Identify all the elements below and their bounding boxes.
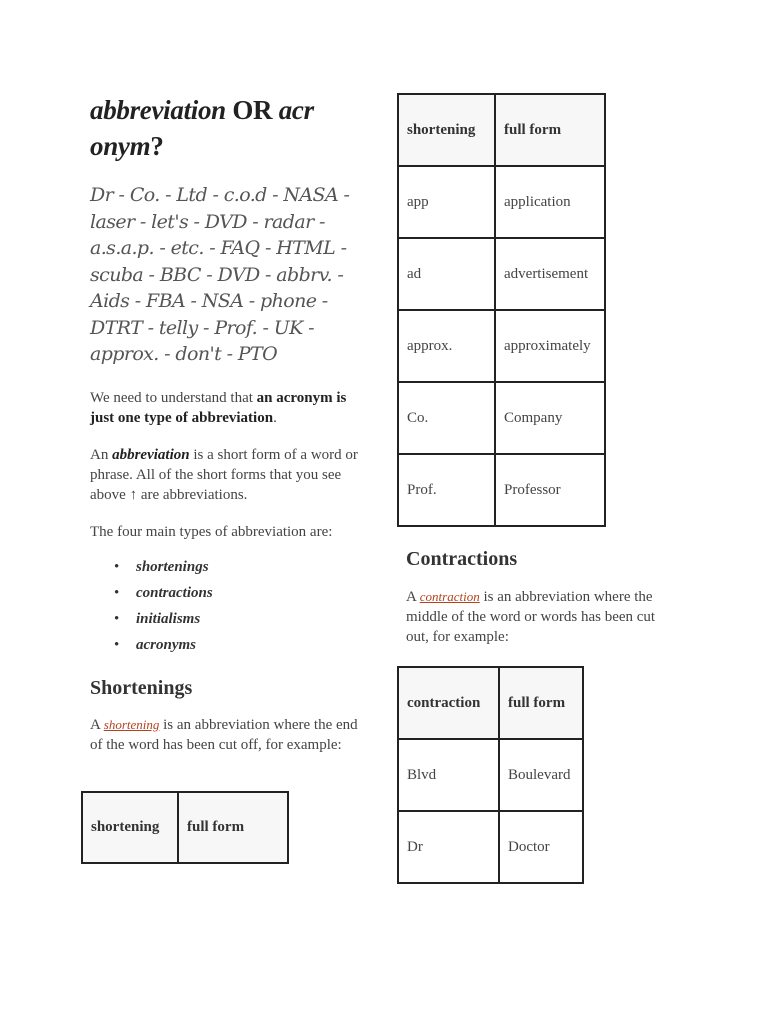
contractions-heading: Contractions <box>406 548 518 570</box>
abbreviation-examples: Dr - Co. - Ltd - c.o.d - NASA - laser - let's - DVD - radar - a.s.a.p. - etc. - FAQ - HTML - scuba - BBC - DVD - abbrv. - Aids - FBA - NSA - phone - DTRT - telly - Prof. - UK - approx. - don't - PTO <box>90 184 350 365</box>
table-row: Prof. Professor <box>398 454 605 526</box>
shortenings-paragraph: A shortening is an abbreviation where the end of the word has been cut off, for example: <box>90 716 358 753</box>
shortening-table-main <box>397 93 606 527</box>
title-abbreviation: abbreviation <box>90 95 226 125</box>
list-item: • initialisms <box>136 606 370 632</box>
title-question-mark: ? <box>150 131 164 161</box>
left-column <box>90 92 370 755</box>
contraction-link[interactable]: contraction <box>419 589 480 604</box>
table-row: ad advertisement <box>398 238 605 310</box>
list-item: • contractions <box>136 580 370 606</box>
intro-paragraph-3: The four main types of abbreviation are: <box>90 523 333 540</box>
title-or: OR <box>225 95 279 125</box>
table-row: app application <box>398 166 605 238</box>
table-row: approx. approximately <box>398 310 605 382</box>
contractions-paragraph: A contraction is an abbreviation where the middle of the word or words has been cut out, for example: <box>406 589 656 645</box>
list-item: • shortenings <box>136 554 370 580</box>
intro-paragraph-1: We need to understand that an acronym is just one type of abbreviation. <box>90 389 347 426</box>
table-row: shortening full form <box>82 792 288 863</box>
intro-paragraph-2: An abbreviation is a short form of a word or phrase. All of the short forms that you see above ↑ are abbreviations. <box>90 446 358 503</box>
abbreviation-types-list <box>90 554 370 658</box>
contractions-section <box>406 546 676 647</box>
table-row: Co. Company <box>398 382 605 454</box>
contraction-table <box>397 666 584 884</box>
table-row: Dr Doctor <box>398 811 583 883</box>
shortening-link[interactable]: shortening <box>103 716 160 732</box>
shortenings-heading: Shortenings <box>90 676 193 699</box>
list-item: • acronyms <box>136 632 370 658</box>
table-row: Blvd Boulevard <box>398 739 583 811</box>
title-acronym: acr onym <box>90 95 314 161</box>
table-row: contraction full form <box>398 667 583 739</box>
page-title <box>90 92 370 164</box>
table-row: shortening full form <box>398 94 605 166</box>
shortening-table-small <box>81 791 289 864</box>
